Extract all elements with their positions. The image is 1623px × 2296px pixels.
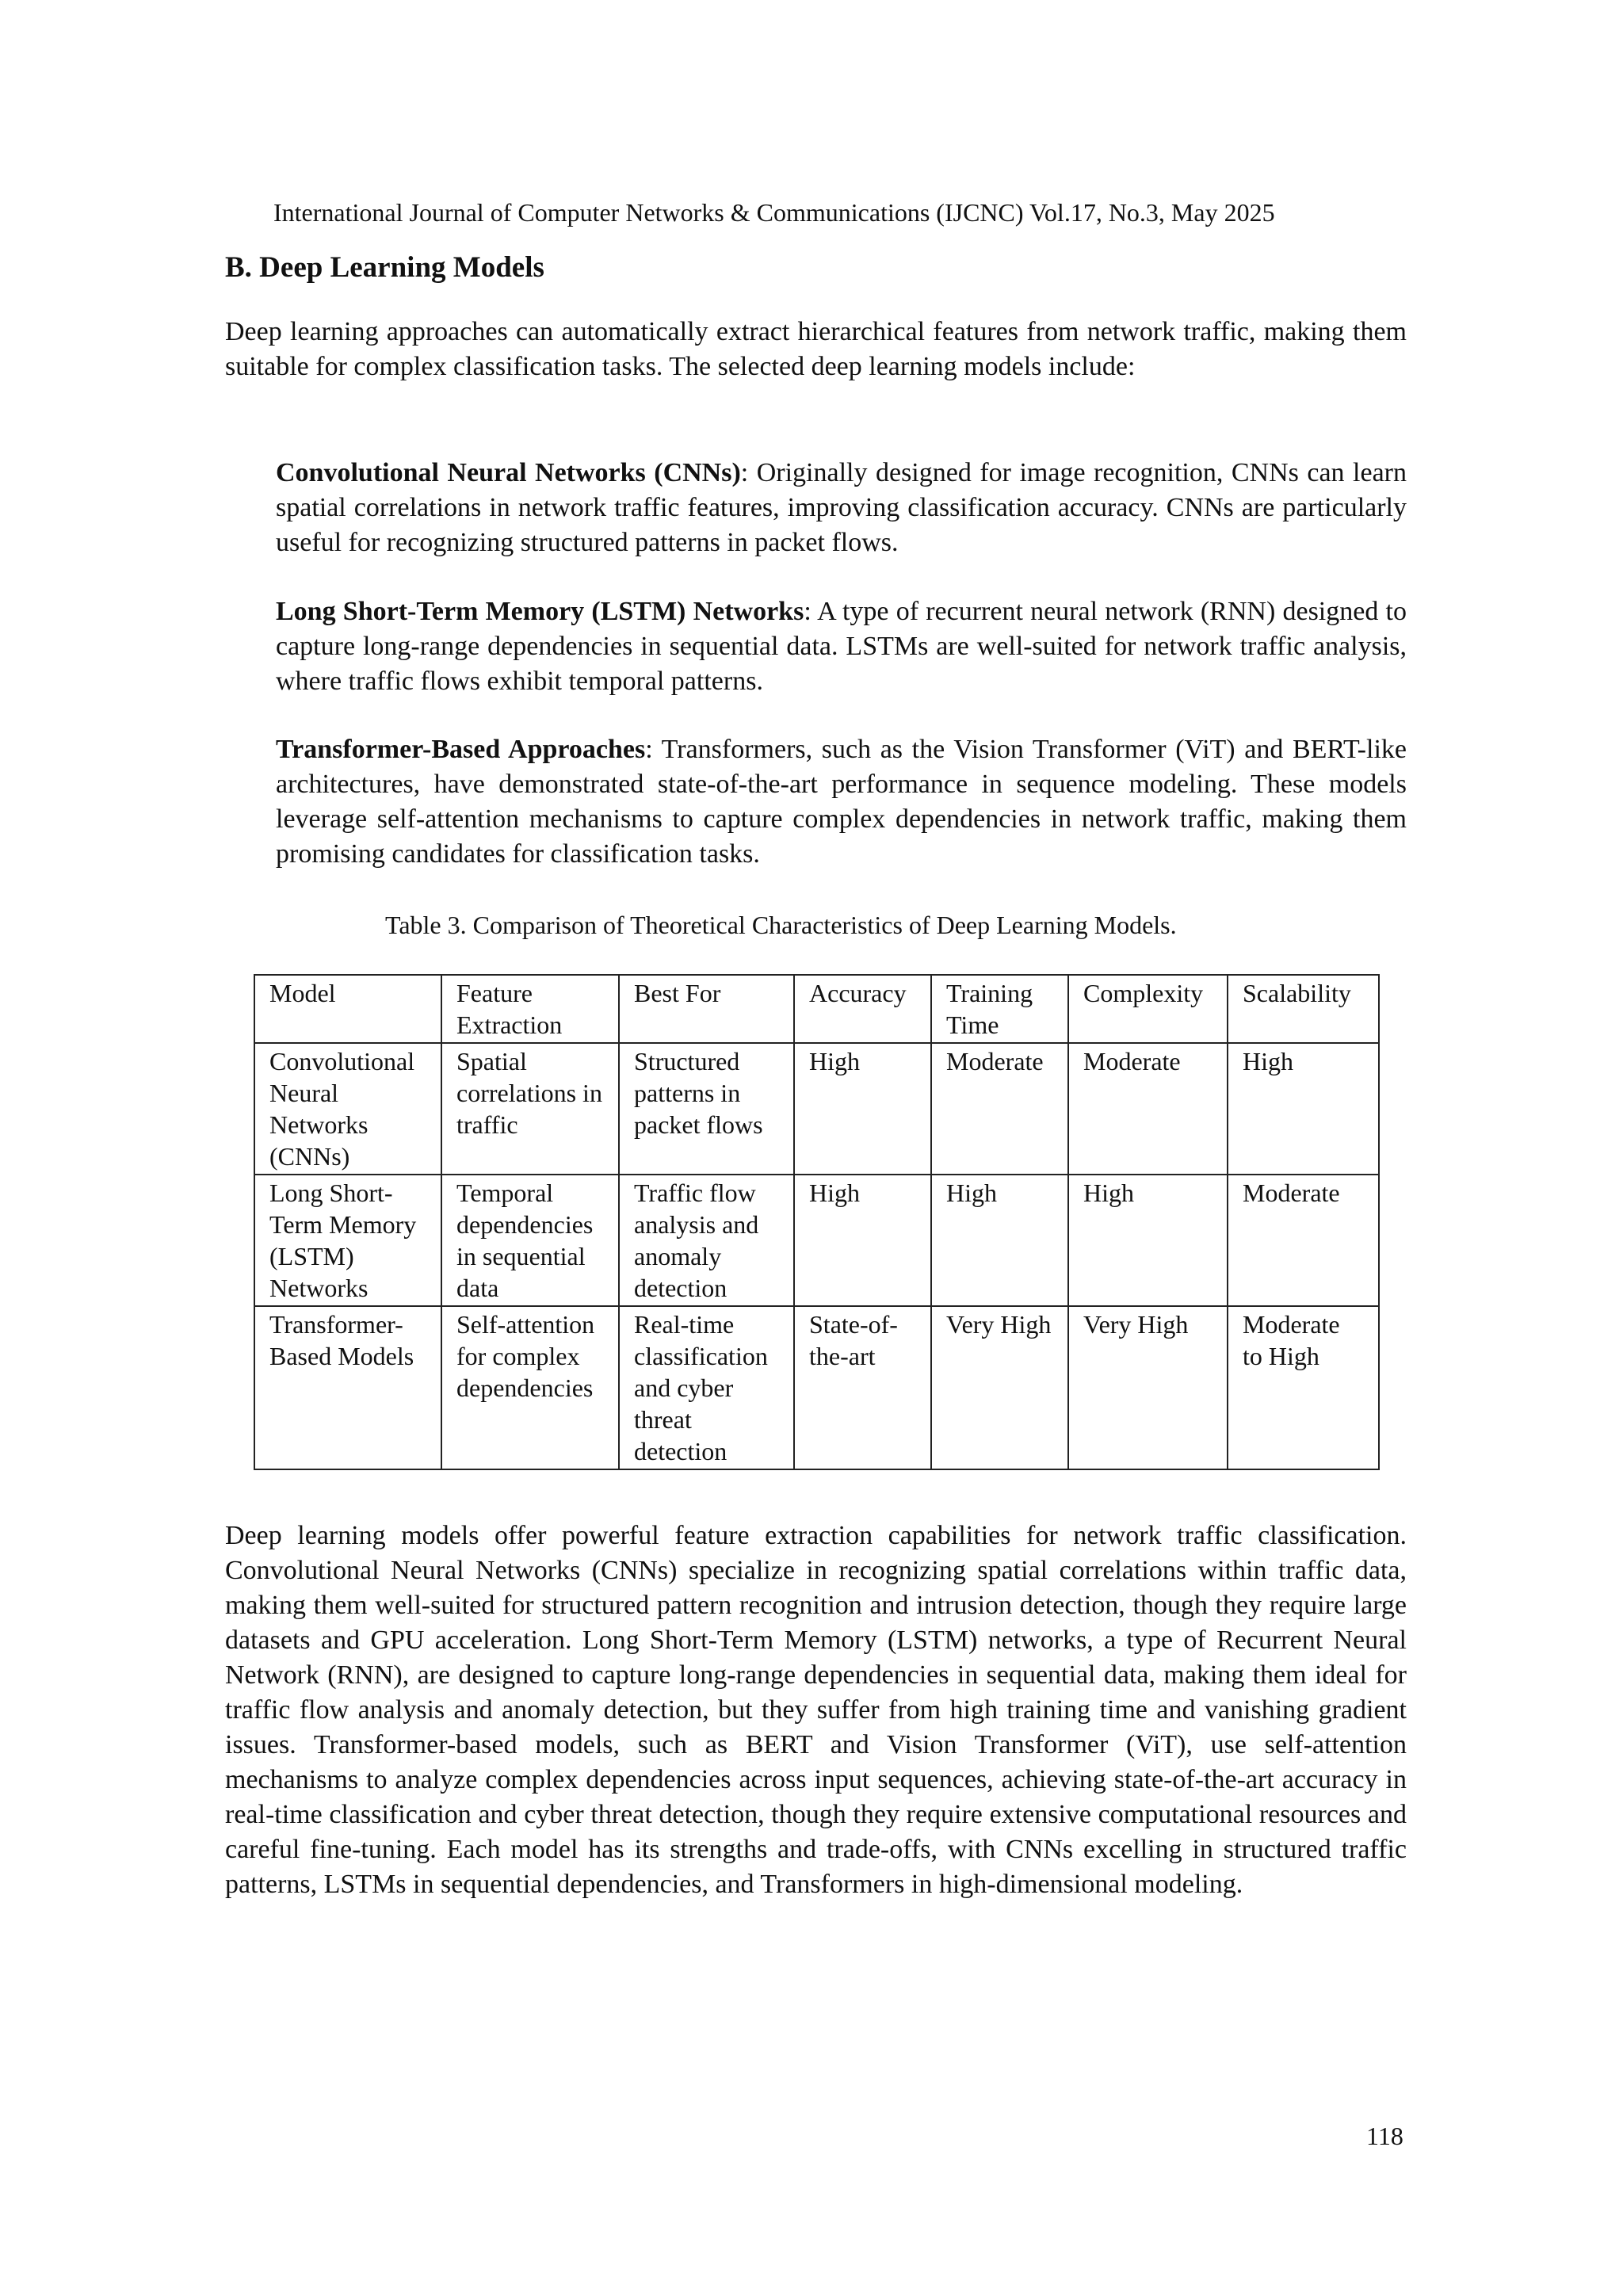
table-cell-feature-extraction: Self-attention for complex dependencies <box>441 1306 619 1469</box>
table-cell-feature-extraction: Temporal dependencies in sequential data <box>441 1175 619 1306</box>
table-caption: Table 3. Comparison of Theoretical Characteristics of Deep Learning Models. <box>385 911 1177 939</box>
running-header: International Journal of Computer Networks & Communications (IJCNC) Vol.17, No.3, May 2025 <box>273 198 1275 227</box>
table-header-row <box>254 975 1379 1043</box>
table-cell-accuracy: High <box>794 1175 931 1306</box>
bullet-lstm <box>276 594 1407 699</box>
header-cell-accuracy: Accuracy <box>794 975 931 1043</box>
table-cell-complexity: High <box>1068 1175 1228 1306</box>
discussion-paragraph: Deep learning models offer powerful feature extraction capabilities for network traffic classification. Convolutional Neural Networks (CNNs) specialize in recognizing spatial correlations within traffic data, making them well-suited for structured pattern recognition and intrusion detection, though they require large datasets and GPU acceleration. Long Short-Term Memory (LSTM) networks, a type of Recurrent Neural Network (RNN), are designed to capture long-range dependencies in sequential data, making them ideal for traffic flow analysis and anomaly detection, but they suffer from high training time and vanishing gradient issues. Transformer-based models, such as BERT and Vision Transformer (ViT), use self-attention mechanisms to analyze complex dependencies across input sequences, achieving state-of-the-art accuracy in real-time classification and cyber threat detection, though they require extensive computational resources and careful fine-tuning. Each model has its strengths and trade-offs, with CNNs excelling in structured traffic patterns, LSTMs in sequential dependencies, and Transformers in high-dimensional modeling. <box>225 1521 1407 1899</box>
table-cell-scalability: Moderate <box>1228 1175 1379 1306</box>
table-cell-complexity: Moderate <box>1068 1043 1228 1175</box>
table-cell-model: Convolutional Neural Networks (CNNs) <box>254 1043 441 1175</box>
bullet-cnn-term: Convolutional Neural Networks (CNNs) <box>276 458 741 487</box>
header-cell-feature-extraction: Feature Extraction <box>441 975 619 1043</box>
page-number: 118 <box>1366 2122 1403 2150</box>
table-row <box>254 1306 1379 1469</box>
header-cell-scalability: Scalability <box>1228 975 1379 1043</box>
table-cell-complexity: Very High <box>1068 1306 1228 1469</box>
table-cell-accuracy: High <box>794 1043 931 1175</box>
table-cell-scalability: High <box>1228 1043 1379 1175</box>
bullet-transformer-term: Transformer-Based Approaches <box>276 735 646 764</box>
header-cell-best-for: Best For <box>619 975 794 1043</box>
table-row <box>254 1043 1379 1175</box>
table-row <box>254 1175 1379 1306</box>
table-cell-model: Transformer-Based Models <box>254 1306 441 1469</box>
comparison-table <box>254 974 1380 1470</box>
bullet-cnn <box>276 456 1407 560</box>
table-cell-training-time: High <box>931 1175 1068 1306</box>
table-cell-model: Long Short-Term Memory (LSTM) Networks <box>254 1175 441 1306</box>
bullet-lstm-text: : A type of recurrent neural network (RNN) designed to capture long-range dependencies in sequential data. LSTMs are well-suited for network traffic analysis, where traffic flows exhibit temporal patterns. <box>276 597 1407 696</box>
header-cell-training-time: Training Time <box>931 975 1068 1043</box>
table-cell-scalability: Moderate to High <box>1228 1306 1379 1469</box>
table-cell-best-for: Structured patterns in packet flows <box>619 1043 794 1175</box>
header-cell-model: Model <box>254 975 441 1043</box>
section-heading: B. Deep Learning Models <box>225 251 544 284</box>
table-cell-best-for: Real-time classification and cyber threat detection <box>619 1306 794 1469</box>
table-cell-training-time: Very High <box>931 1306 1068 1469</box>
header-cell-complexity: Complexity <box>1068 975 1228 1043</box>
intro-paragraph: Deep learning approaches can automatically extract hierarchical features from network traffic, making them suitable for complex classification tasks. The selected deep learning models include: <box>225 317 1407 381</box>
table-cell-training-time: Moderate <box>931 1043 1068 1175</box>
table-cell-accuracy: State-of-the-art <box>794 1306 931 1469</box>
bullet-transformer <box>276 732 1407 872</box>
table-cell-feature-extraction: Spatial correlations in traffic <box>441 1043 619 1175</box>
bullet-transformer-text: : Transformers, such as the Vision Transformer (ViT) and BERT-like architectures, have demonstrated state-of-the-art performance in sequence modeling. These models leverage self-attention mechanisms to capture complex dependencies in network traffic, making them promising candidates for classification tasks. <box>276 735 1407 869</box>
bullet-lstm-term: Long Short-Term Memory (LSTM) Networks <box>276 597 804 626</box>
bullet-cnn-text: : Originally designed for image recognition, CNNs can learn spatial correlations in network traffic features, improving classification accuracy. CNNs are particularly useful for recognizing structured patterns in packet flows. <box>276 458 1407 557</box>
table-cell-best-for: Traffic flow analysis and anomaly detection <box>619 1175 794 1306</box>
